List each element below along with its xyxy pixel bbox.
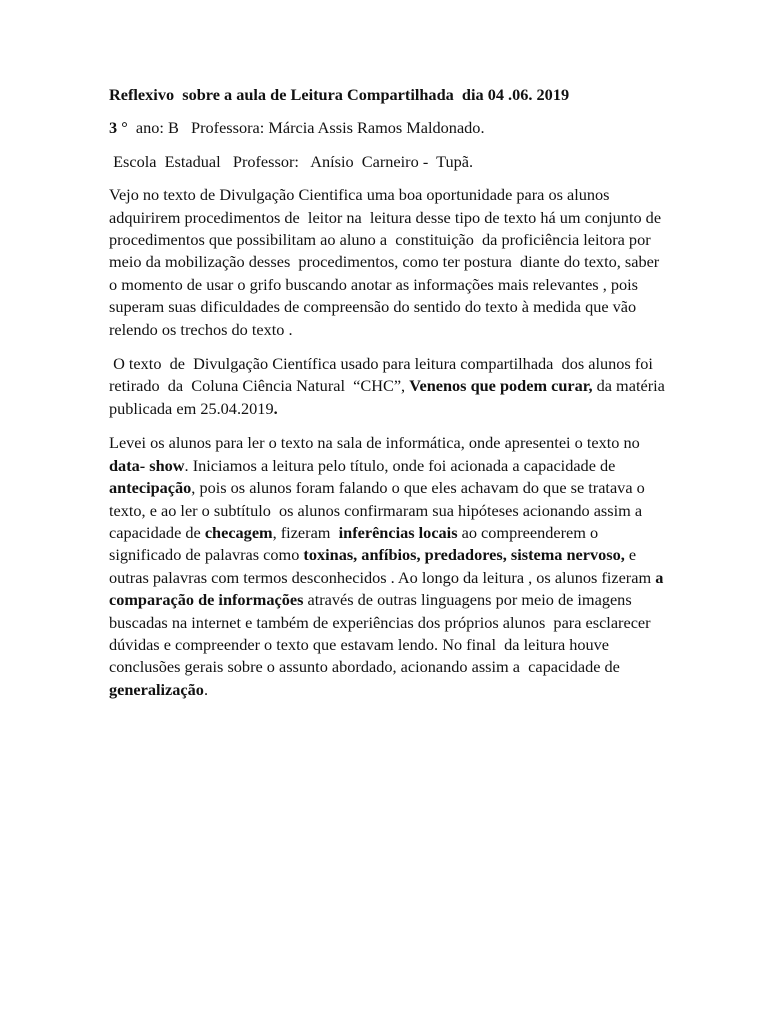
p3-text-2: . Iniciamos a leitura pelo título, onde foi acionada a capacidade de [184, 455, 620, 475]
p3-bold-comparacao: a comparação de informações [109, 567, 668, 610]
p3-text-3: , pois os alunos foram falando o que eles achavam do que se tratava o texto, e ao ler o subtítulo os alunos confirmaram sua hipóteses acionando assim a capacidade de [109, 478, 649, 542]
p3-bold-inferencias: inferências locais [338, 522, 458, 542]
p3-text-8: . [203, 679, 209, 699]
p2-text-1: O texto de Divulgação Científica usado para leitura compartilhada dos alunos foi retirado da Coluna Ciência Natural “CHC”, [109, 354, 657, 396]
p3-bold-generalizacao: generalização [109, 679, 204, 699]
p3-bold-data-show: data- show [109, 455, 185, 475]
class-number: 3 ° [109, 118, 128, 138]
p3-text-6: e outras palavras com termos desconhecidos . Ao longo da leitura , os alunos fizeram [109, 545, 656, 587]
school-line: Escola Estadual Professor: Anísio Carneiro - Tupã. [109, 151, 474, 171]
document-title [109, 84, 669, 106]
p3-bold-antecipacao: antecipação [109, 478, 192, 498]
p3-text-5: ao compreenderem o significado de palavras como [109, 522, 603, 565]
p3-text-7: através de outras linguagens por meio de imagens buscadas na internet e também de experiências dos próprios alunos para esclarecer dúvidas e compreender o texto que estavam lendo. No final da leitura houve conclusões gerais sobre o assunto abordado, acionando assim a capacidade de [109, 590, 655, 677]
paragraph-3 [109, 432, 669, 701]
document-page [109, 84, 674, 701]
p2-bold-article-title: Venenos que podem curar, [409, 376, 593, 396]
p3-text-1: Levei os alunos para ler o texto na sala de informática, onde apresentei o texto no [109, 433, 644, 453]
class-info-line [109, 117, 669, 139]
p3-bold-checagem: checagem [204, 522, 273, 542]
p3-bold-terms: toxinas, anfíbios, predadores, sistema nervoso, [303, 545, 625, 565]
p3-text-4: , fizeram [272, 522, 339, 542]
title-text: Reflexivo sobre a aula de Leitura Compartilhada dia 04 .06. 2019 [109, 85, 570, 104]
paragraph-2 [109, 353, 674, 420]
p2-text-2: da matéria publicada em 25.04.2019 [109, 376, 674, 418]
paragraph-1: Vejo no texto de Divulgação Cientifica uma boa oportunidade para os alunos adquirirem procedimentos de leitor na leitura desse tipo de texto há um conjunto de procedimentos que possibilitam ao aluno a constituição da proficiência leitora por meio da mobilização desses procedimentos, como ter postura diante do texto, saber o momento de usar o grifo buscando anotar as informações mais relevantes , pois superam suas dificuldades de compreensão do sentido do texto à medida que vão relendo os trechos do texto . [109, 185, 666, 339]
class-info: ano: B Professora: Márcia Assis Ramos Maldonado. [127, 118, 485, 138]
p2-bold-period: . [273, 398, 278, 418]
